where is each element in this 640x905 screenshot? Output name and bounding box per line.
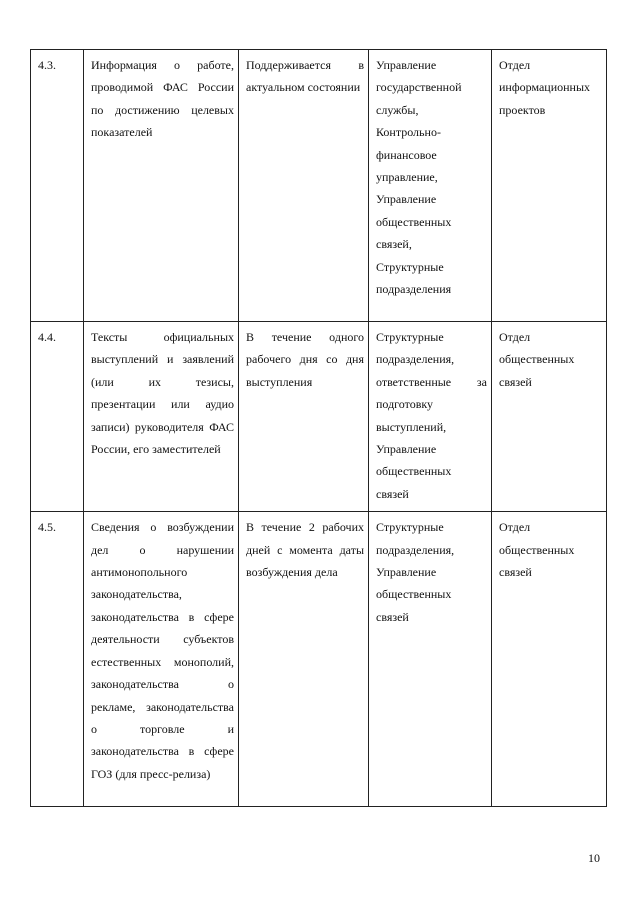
term-cell: В течение 2 рабочих дней с момента даты возбуждения дела <box>239 512 369 807</box>
department-cell: Отдел общественных связей <box>492 512 607 807</box>
responsible-cell: Структурные подразделения, ответственные за подготовку выступлений, Управление общественных связей <box>369 322 492 512</box>
row-number: 4.5. <box>31 512 84 807</box>
table-row <box>31 322 607 512</box>
information-cell: Сведения о возбуждении дел о нарушении антимонопольного законодательства, законодательства в сфере деятельности субъектов естественных монополий, законодательства о рекламе, законодательства о торговле и законодательства в сфере ГОЗ (для пресс-релиза) <box>84 512 239 807</box>
responsible-cell: Структурные подразделения, Управление общественных связей <box>369 512 492 807</box>
term-cell: В течение одного рабочего дня со дня выступления <box>239 322 369 512</box>
document-table <box>30 49 607 807</box>
page-number: 10 <box>588 851 600 865</box>
row-number: 4.3. <box>31 50 84 322</box>
term-cell: Поддерживается в актуальном состоянии <box>239 50 369 322</box>
table-row <box>31 512 607 807</box>
information-cell: Информация о работе, проводимой ФАС России по достижению целевых показателей <box>84 50 239 322</box>
department-cell: Отдел информационных проектов <box>492 50 607 322</box>
information-cell: Тексты официальных выступлений и заявлений (или их тезисы, презентации или аудио записи) руководителя ФАС России, его заместителей <box>84 322 239 512</box>
row-number: 4.4. <box>31 322 84 512</box>
responsible-cell: Управление государственной службы, Контрольно- финансовое управление, Управление общественных связей, Структурные подразделения <box>369 50 492 322</box>
department-cell: Отдел общественных связей <box>492 322 607 512</box>
table-row <box>31 50 607 322</box>
